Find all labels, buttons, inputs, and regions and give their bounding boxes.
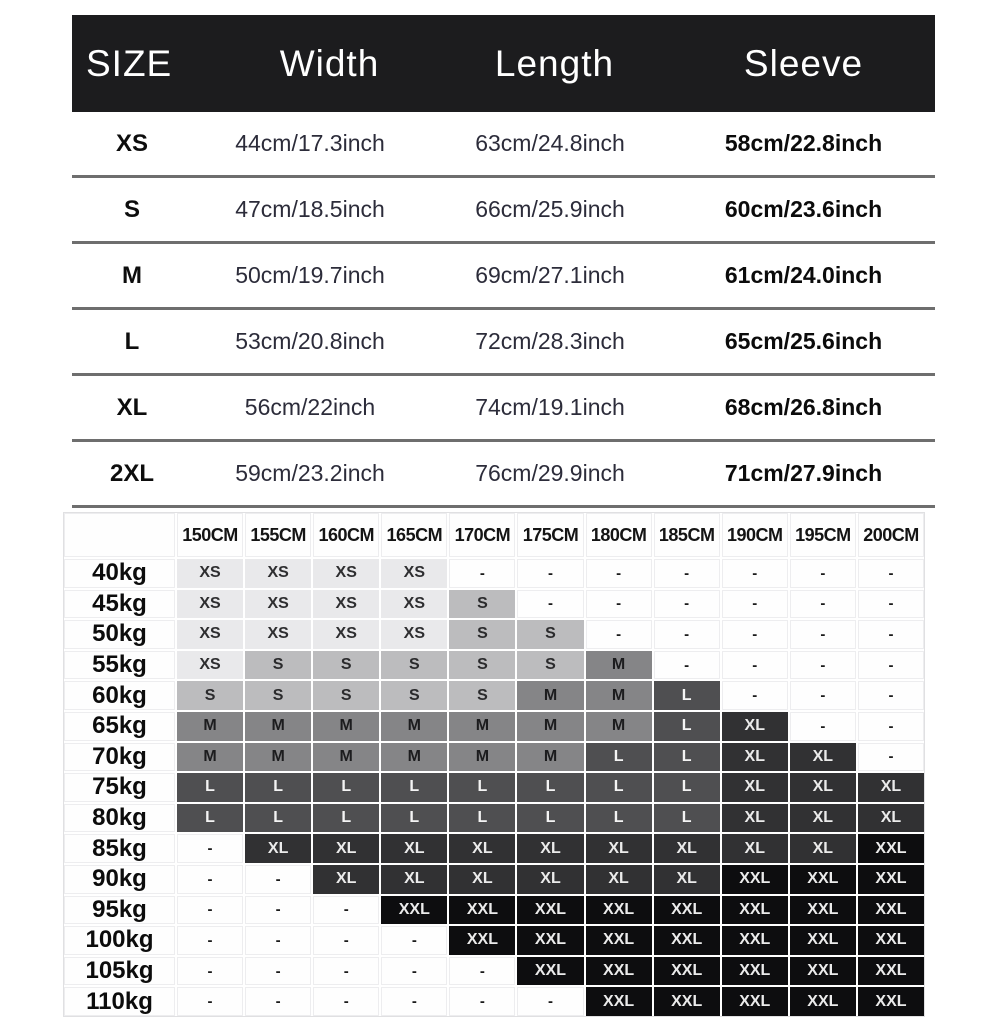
matrix-empty-cell: - — [381, 957, 447, 986]
height-header: 155CM — [245, 513, 311, 557]
matrix-size-cell: M — [177, 712, 243, 741]
matrix-size-cell: XXL — [790, 957, 856, 986]
weight-label: 60kg — [64, 681, 175, 710]
matrix-size-cell: XL — [722, 804, 788, 833]
matrix-size-cell: M — [517, 712, 583, 741]
matrix-empty-cell: - — [517, 590, 583, 619]
matrix-size-cell: XL — [790, 804, 856, 833]
length-value: 72cm/28.3inch — [475, 328, 625, 354]
matrix-empty-cell: - — [245, 865, 311, 894]
matrix-size-cell: XS — [177, 620, 243, 649]
matrix-empty-cell: - — [313, 957, 379, 986]
matrix-size-cell: XS — [313, 559, 379, 588]
matrix-size-cell: XS — [313, 590, 379, 619]
matrix-size-cell: S — [245, 651, 311, 680]
matrix-empty-cell: - — [313, 926, 379, 955]
matrix-empty-cell: - — [177, 957, 243, 986]
matrix-empty-cell: - — [177, 865, 243, 894]
matrix-size-cell: XXL — [654, 957, 720, 986]
matrix-empty-cell: - — [245, 957, 311, 986]
height-header: 180CM — [586, 513, 652, 557]
matrix-size-cell: S — [381, 651, 447, 680]
height-header: 160CM — [313, 513, 379, 557]
size-label: S — [123, 195, 140, 223]
size-table-rows — [72, 112, 935, 508]
header-length: Length — [494, 42, 615, 84]
matrix-size-cell: XXL — [722, 987, 788, 1016]
matrix-size-cell: XXL — [517, 896, 583, 925]
height-header: 165CM — [381, 513, 447, 557]
size-row-xs — [72, 112, 935, 178]
matrix-size-cell: XXL — [586, 957, 652, 986]
matrix-size-cell: L — [586, 804, 652, 833]
matrix-empty-cell: - — [381, 926, 447, 955]
weight-label: 90kg — [64, 865, 175, 894]
matrix-size-cell: S — [449, 651, 515, 680]
weight-label: 40kg — [64, 559, 175, 588]
matrix-size-cell: XL — [449, 834, 515, 863]
matrix-size-cell: S — [177, 681, 243, 710]
width-value: 59cm/23.2inch — [235, 460, 385, 486]
matrix-size-cell: L — [177, 773, 243, 802]
matrix-size-cell: L — [654, 712, 720, 741]
matrix-empty-cell: - — [245, 987, 311, 1016]
matrix-size-cell: L — [654, 743, 720, 772]
matrix-size-cell: L — [449, 773, 515, 802]
matrix-empty-cell: - — [586, 590, 652, 619]
matrix-size-cell: XL — [654, 865, 720, 894]
matrix-empty-cell: - — [449, 987, 515, 1016]
header-size: SIZE — [86, 42, 173, 84]
matrix-size-cell: XXL — [790, 865, 856, 894]
matrix-empty-cell: - — [858, 743, 924, 772]
matrix-size-cell: XXL — [858, 834, 924, 863]
matrix-size-cell: XL — [858, 773, 924, 802]
matrix-size-cell: XS — [313, 620, 379, 649]
height-header: 195CM — [790, 513, 856, 557]
matrix-empty-cell: - — [722, 651, 788, 680]
matrix-size-cell: L — [654, 773, 720, 802]
garment-size-table — [72, 15, 935, 508]
matrix-size-cell: L — [449, 804, 515, 833]
weight-label: 75kg — [64, 773, 175, 802]
matrix-empty-cell: - — [858, 681, 924, 710]
weight-label: 85kg — [64, 834, 175, 863]
width-value: 47cm/18.5inch — [235, 196, 385, 222]
matrix-size-cell: M — [245, 743, 311, 772]
matrix-empty-cell: - — [858, 651, 924, 680]
matrix-size-cell: L — [313, 773, 379, 802]
matrix-size-cell: XXL — [654, 926, 720, 955]
matrix-size-cell: XL — [586, 834, 652, 863]
matrix-size-cell: L — [654, 804, 720, 833]
matrix-size-cell: XXL — [858, 957, 924, 986]
header-width: Width — [279, 42, 380, 84]
matrix-empty-cell: - — [654, 620, 720, 649]
matrix-empty-cell: - — [586, 559, 652, 588]
matrix-empty-cell: - — [858, 712, 924, 741]
size-table-header — [72, 15, 935, 112]
matrix-size-cell: XL — [790, 834, 856, 863]
matrix-size-cell: XXL — [586, 987, 652, 1016]
matrix-size-cell: S — [313, 651, 379, 680]
height-header: 150CM — [177, 513, 243, 557]
matrix-size-cell: S — [449, 681, 515, 710]
weight-label: 70kg — [64, 743, 175, 772]
matrix-size-cell: S — [449, 620, 515, 649]
matrix-size-cell: XS — [245, 620, 311, 649]
matrix-size-cell: L — [381, 804, 447, 833]
matrix-size-cell: XL — [586, 865, 652, 894]
size-label: XS — [115, 129, 148, 157]
matrix-size-cell: M — [586, 651, 652, 680]
matrix-size-cell: S — [449, 590, 515, 619]
length-value: 66cm/25.9inch — [475, 196, 625, 222]
matrix-size-cell: XL — [858, 804, 924, 833]
matrix-empty-cell: - — [790, 620, 856, 649]
matrix-size-cell: XS — [245, 559, 311, 588]
fit-matrix-grid — [64, 513, 924, 1016]
matrix-size-cell: XL — [722, 834, 788, 863]
size-row-2xl — [72, 442, 935, 508]
matrix-empty-cell: - — [177, 896, 243, 925]
matrix-size-cell: XXL — [449, 926, 515, 955]
matrix-size-cell: L — [517, 804, 583, 833]
sleeve-value: 68cm/26.8inch — [724, 394, 883, 420]
matrix-size-cell: XXL — [381, 896, 447, 925]
header-sleeve: Sleeve — [743, 42, 864, 84]
matrix-empty-cell: - — [790, 681, 856, 710]
matrix-empty-cell: - — [517, 987, 583, 1016]
matrix-corner-cell — [64, 513, 175, 557]
matrix-size-cell: XL — [517, 834, 583, 863]
matrix-empty-cell: - — [790, 651, 856, 680]
matrix-size-cell: L — [177, 804, 243, 833]
weight-label: 55kg — [64, 651, 175, 680]
matrix-empty-cell: - — [858, 620, 924, 649]
matrix-size-cell: L — [586, 773, 652, 802]
matrix-empty-cell: - — [449, 957, 515, 986]
size-label: 2XL — [109, 459, 154, 487]
matrix-empty-cell: - — [790, 712, 856, 741]
sleeve-value: 58cm/22.8inch — [724, 130, 883, 156]
matrix-empty-cell: - — [722, 620, 788, 649]
height-weight-fit-matrix — [63, 512, 925, 1017]
matrix-size-cell: S — [245, 681, 311, 710]
matrix-size-cell: XXL — [790, 987, 856, 1016]
matrix-size-cell: M — [381, 712, 447, 741]
matrix-size-cell: M — [517, 681, 583, 710]
matrix-size-cell: XL — [517, 865, 583, 894]
height-header: 175CM — [517, 513, 583, 557]
matrix-size-cell: XL — [790, 773, 856, 802]
size-row-s — [72, 178, 935, 244]
matrix-size-cell: XS — [177, 590, 243, 619]
matrix-empty-cell: - — [654, 559, 720, 588]
size-row-m — [72, 244, 935, 310]
matrix-empty-cell: - — [245, 926, 311, 955]
matrix-size-cell: XS — [245, 590, 311, 619]
sleeve-value: 61cm/24.0inch — [724, 262, 883, 288]
matrix-empty-cell: - — [722, 681, 788, 710]
matrix-size-cell: XS — [381, 620, 447, 649]
sleeve-value: 71cm/27.9inch — [724, 460, 883, 486]
matrix-size-cell: L — [245, 804, 311, 833]
matrix-size-cell: XXL — [858, 896, 924, 925]
matrix-size-cell: L — [381, 773, 447, 802]
matrix-empty-cell: - — [177, 926, 243, 955]
length-value: 69cm/27.1inch — [475, 262, 625, 288]
height-header: 170CM — [449, 513, 515, 557]
matrix-size-cell: XS — [177, 559, 243, 588]
weight-label: 95kg — [64, 896, 175, 925]
matrix-size-cell: S — [381, 681, 447, 710]
matrix-size-cell: M — [177, 743, 243, 772]
matrix-empty-cell: - — [586, 620, 652, 649]
matrix-size-cell: M — [245, 712, 311, 741]
matrix-size-cell: XXL — [722, 896, 788, 925]
matrix-size-cell: XL — [722, 773, 788, 802]
matrix-size-cell: M — [313, 712, 379, 741]
size-label: XL — [116, 393, 148, 421]
sleeve-value: 60cm/23.6inch — [724, 196, 883, 222]
matrix-size-cell: L — [586, 743, 652, 772]
matrix-size-cell: XXL — [517, 926, 583, 955]
matrix-size-cell: M — [313, 743, 379, 772]
matrix-size-cell: XL — [654, 834, 720, 863]
matrix-size-cell: XL — [790, 743, 856, 772]
matrix-size-cell: XL — [313, 865, 379, 894]
matrix-empty-cell: - — [245, 896, 311, 925]
weight-label: 80kg — [64, 804, 175, 833]
size-row-xl — [72, 376, 935, 442]
matrix-empty-cell: - — [858, 590, 924, 619]
matrix-empty-cell: - — [858, 559, 924, 588]
matrix-empty-cell: - — [654, 590, 720, 619]
matrix-size-cell: XXL — [722, 926, 788, 955]
matrix-size-cell: XL — [381, 865, 447, 894]
matrix-empty-cell: - — [313, 896, 379, 925]
size-row-l — [72, 310, 935, 376]
length-value: 63cm/24.8inch — [475, 130, 625, 156]
matrix-size-cell: L — [313, 804, 379, 833]
matrix-size-cell: XXL — [517, 957, 583, 986]
matrix-empty-cell: - — [654, 651, 720, 680]
matrix-size-cell: XXL — [858, 865, 924, 894]
size-label: M — [122, 261, 142, 289]
weight-label: 65kg — [64, 712, 175, 741]
matrix-empty-cell: - — [517, 559, 583, 588]
matrix-size-cell: M — [517, 743, 583, 772]
matrix-size-cell: XXL — [790, 926, 856, 955]
height-header: 190CM — [722, 513, 788, 557]
matrix-size-cell: XXL — [586, 926, 652, 955]
weight-label: 50kg — [64, 620, 175, 649]
matrix-empty-cell: - — [177, 987, 243, 1016]
weight-label: 100kg — [64, 926, 175, 955]
height-header: 200CM — [858, 513, 924, 557]
matrix-size-cell: XL — [245, 834, 311, 863]
weight-label: 110kg — [64, 987, 175, 1016]
matrix-size-cell: S — [517, 620, 583, 649]
weight-label: 105kg — [64, 957, 175, 986]
matrix-empty-cell: - — [313, 987, 379, 1016]
height-header: 185CM — [654, 513, 720, 557]
matrix-empty-cell: - — [449, 559, 515, 588]
matrix-size-cell: XL — [313, 834, 379, 863]
size-label: L — [124, 327, 140, 355]
matrix-size-cell: XS — [177, 651, 243, 680]
matrix-size-cell: M — [449, 743, 515, 772]
matrix-size-cell: XL — [449, 865, 515, 894]
matrix-size-cell: XXL — [790, 896, 856, 925]
matrix-size-cell: XXL — [858, 987, 924, 1016]
matrix-empty-cell: - — [722, 559, 788, 588]
matrix-size-cell: XL — [722, 712, 788, 741]
matrix-size-cell: XXL — [654, 896, 720, 925]
matrix-size-cell: XXL — [722, 957, 788, 986]
width-value: 50cm/19.7inch — [235, 262, 385, 288]
matrix-size-cell: XS — [381, 559, 447, 588]
matrix-empty-cell: - — [177, 834, 243, 863]
matrix-size-cell: M — [586, 712, 652, 741]
matrix-size-cell: M — [586, 681, 652, 710]
width-value: 56cm/22inch — [244, 394, 376, 420]
matrix-size-cell: XL — [722, 743, 788, 772]
matrix-size-cell: S — [517, 651, 583, 680]
width-value: 53cm/20.8inch — [235, 328, 385, 354]
weight-label: 45kg — [64, 590, 175, 619]
matrix-empty-cell: - — [722, 590, 788, 619]
matrix-size-cell: XXL — [654, 987, 720, 1016]
matrix-size-cell: M — [449, 712, 515, 741]
matrix-empty-cell: - — [790, 559, 856, 588]
matrix-size-cell: S — [313, 681, 379, 710]
matrix-size-cell: XXL — [586, 896, 652, 925]
matrix-size-cell: L — [245, 773, 311, 802]
width-value: 44cm/17.3inch — [235, 130, 385, 156]
matrix-size-cell: XL — [381, 834, 447, 863]
matrix-size-cell: XXL — [858, 926, 924, 955]
matrix-size-cell: M — [381, 743, 447, 772]
sleeve-value: 65cm/25.6inch — [724, 328, 883, 354]
matrix-size-cell: L — [517, 773, 583, 802]
matrix-size-cell: L — [654, 681, 720, 710]
matrix-empty-cell: - — [790, 590, 856, 619]
matrix-size-cell: XXL — [722, 865, 788, 894]
matrix-size-cell: XS — [381, 590, 447, 619]
length-value: 76cm/29.9inch — [475, 460, 625, 486]
matrix-size-cell: XXL — [449, 896, 515, 925]
length-value: 74cm/19.1inch — [475, 394, 625, 420]
matrix-empty-cell: - — [381, 987, 447, 1016]
